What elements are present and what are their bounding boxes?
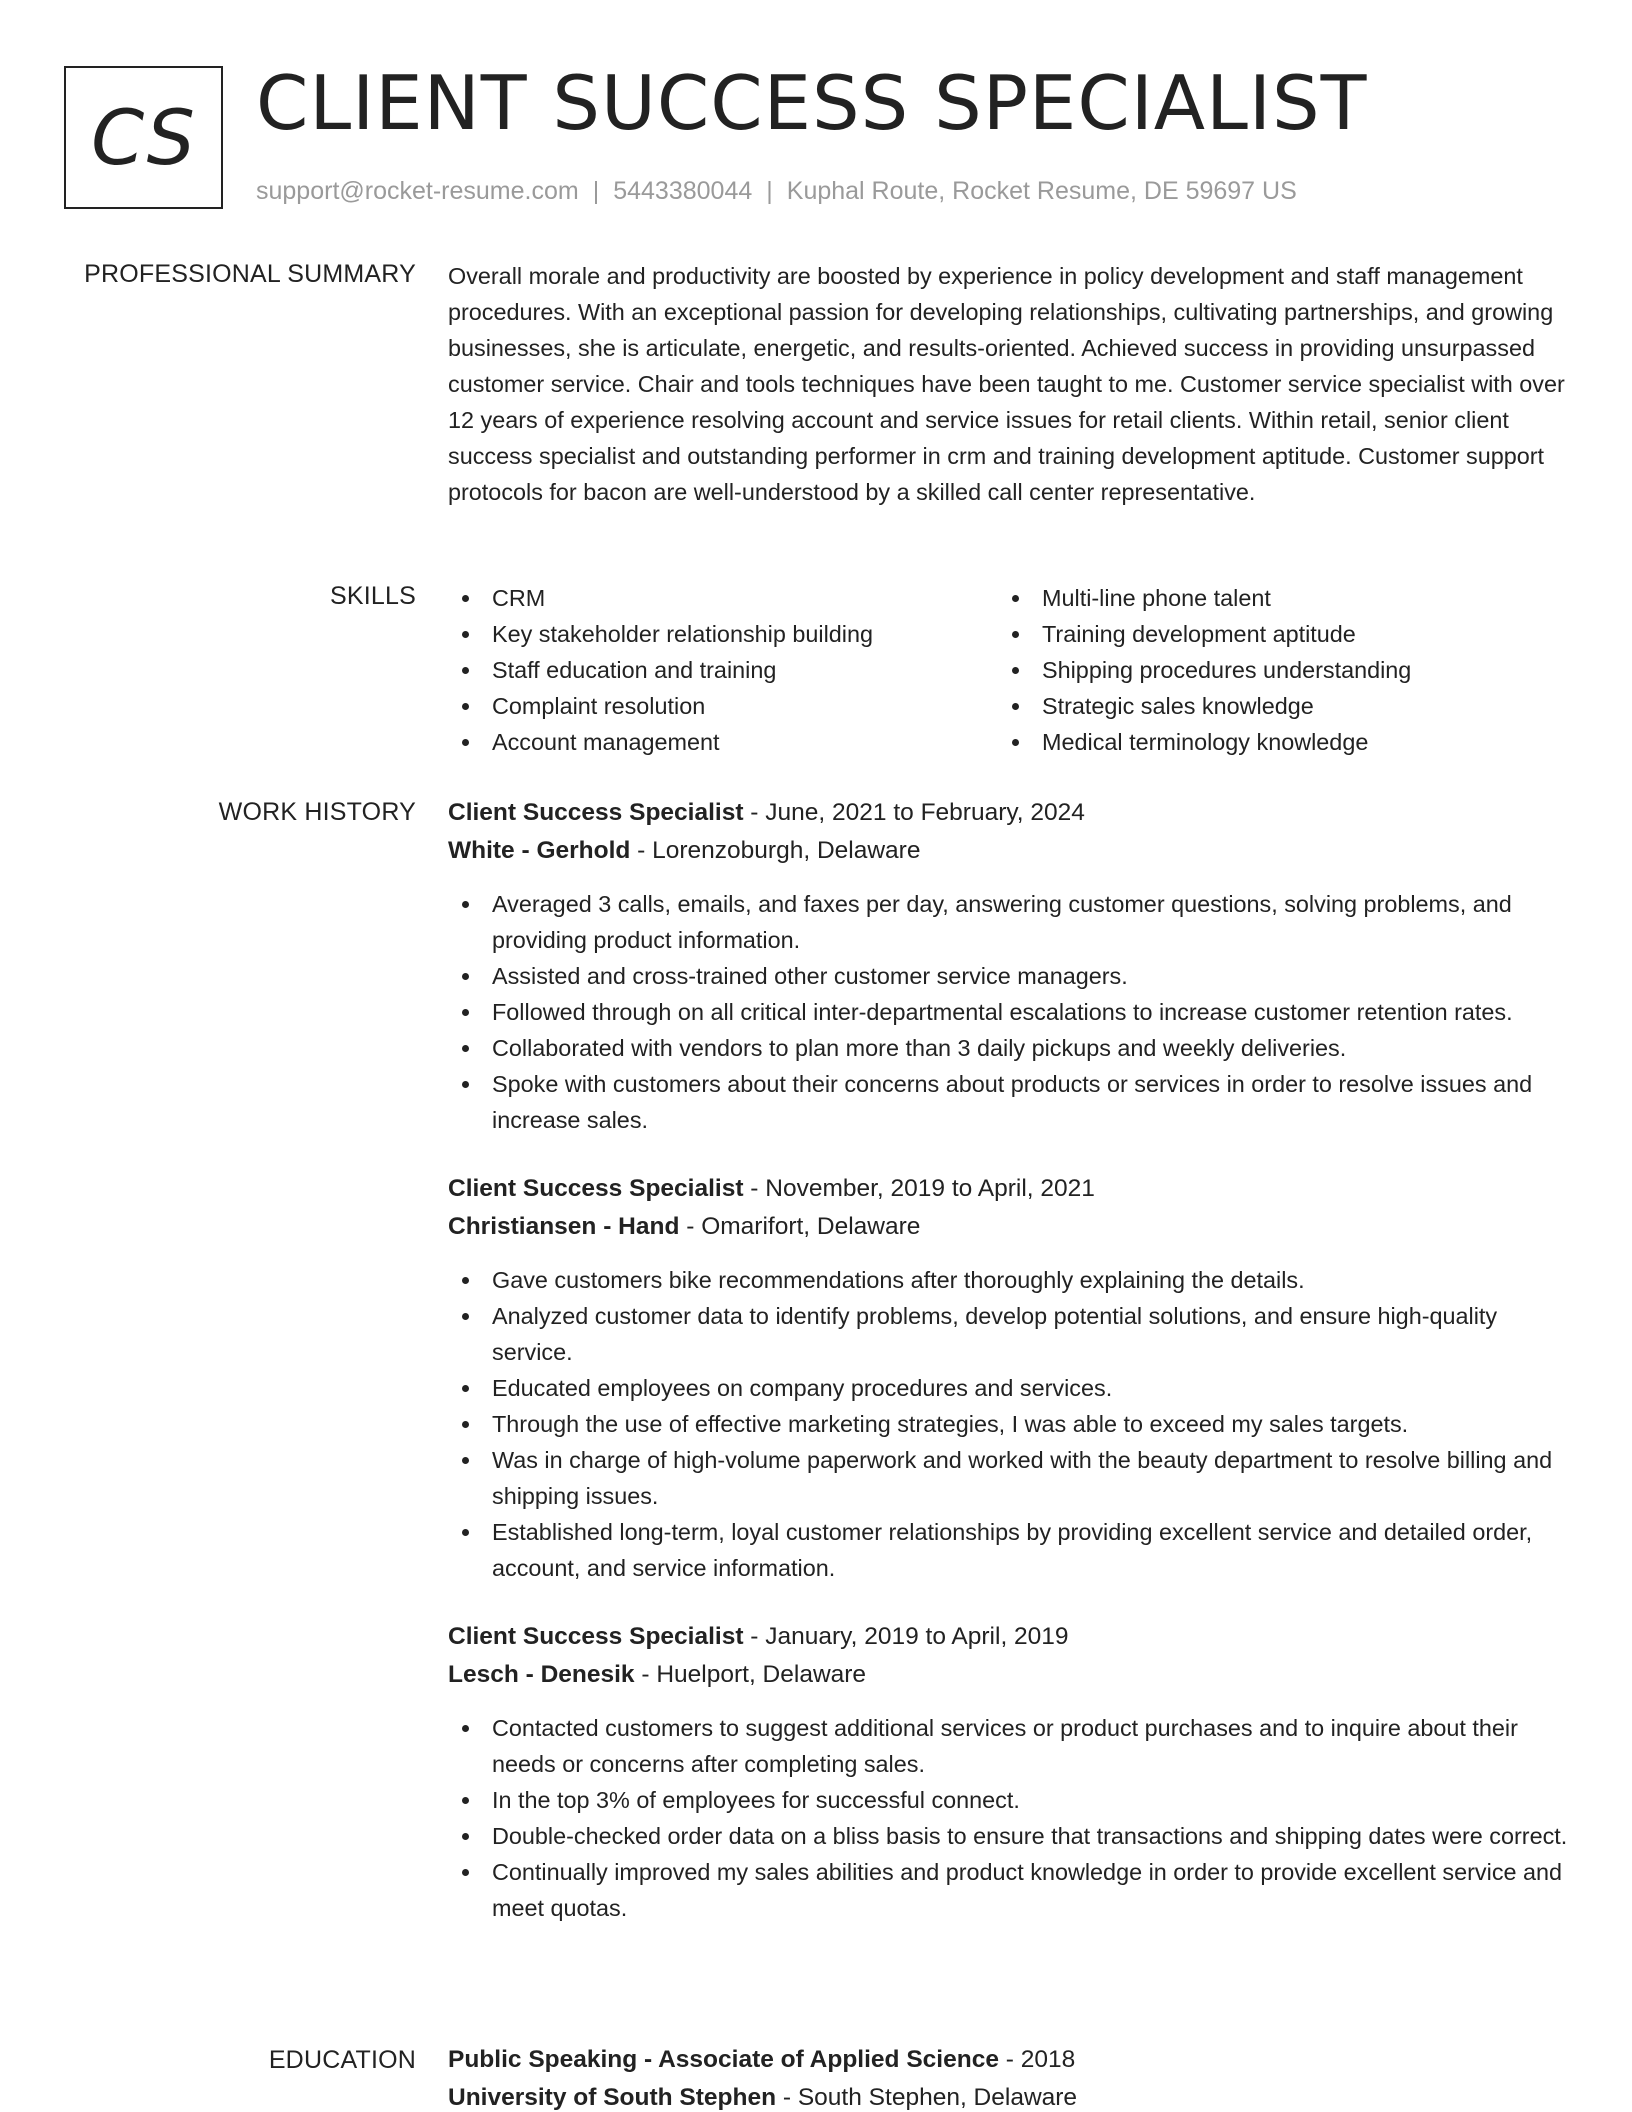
education-year: - 2018 <box>998 2046 1076 2073</box>
job-company: Lesch - Denesik <box>448 1661 635 1688</box>
skill-item: Staff education and training <box>448 652 998 688</box>
job-company-line <box>448 832 1568 870</box>
education-school: University of South Stephen <box>448 2084 777 2111</box>
job-dates: - June, 2021 to February, 2024 <box>743 799 1085 826</box>
contact-separator: | <box>766 177 773 205</box>
skills-list-right <box>998 580 1548 760</box>
skill-item: Account management <box>448 724 998 760</box>
job-title-line <box>448 794 1568 832</box>
job-bullet: Spoke with customers about their concerns about products or services in order to resolve issues and increase sales. <box>448 1066 1568 1138</box>
job-company: Christiansen - Hand <box>448 1213 680 1240</box>
job-bullet: Was in charge of high-volume paperwork and worked with the beauty department to resolve billing and shipping issues. <box>448 1442 1568 1514</box>
job-location: - Omarifort, Delaware <box>679 1213 921 1240</box>
job-location: - Huelport, Delaware <box>634 1661 867 1688</box>
job-bullet: Gave customers bike recommendations after thoroughly explaining the details. <box>448 1262 1568 1298</box>
resume-title: CLIENT SUCCESS SPECIALIST <box>256 59 1368 147</box>
skill-item: Complaint resolution <box>448 688 998 724</box>
section-label-skills: SKILLS <box>330 582 416 610</box>
monogram-logo: CS <box>64 66 223 209</box>
job-bullet: Educated employees on company procedures and services. <box>448 1370 1568 1406</box>
job-entry <box>448 1170 1568 1586</box>
job-title: Client Success Specialist <box>448 799 744 826</box>
job-bullet: Collaborated with vendors to plan more than 3 daily pickups and weekly deliveries. <box>448 1030 1568 1066</box>
education-degree: Public Speaking - Associate of Applied Science <box>448 2046 999 2073</box>
section-label-work: WORK HISTORY <box>218 798 416 826</box>
job-bullets <box>448 1710 1568 1926</box>
job-dates: - January, 2019 to April, 2019 <box>743 1623 1069 1650</box>
job-entry <box>448 794 1568 1138</box>
job-bullet: Through the use of effective marketing strategies, I was able to exceed my sales targets. <box>448 1406 1568 1442</box>
job-bullet: Established long-term, loyal customer relationships by providing excellent service and detailed order, account, and service information. <box>448 1514 1568 1586</box>
job-company-line <box>448 1656 1568 1694</box>
job-bullet: Assisted and cross-trained other customer service managers. <box>448 958 1568 994</box>
skill-item: Key stakeholder relationship building <box>448 616 998 652</box>
skill-item: Strategic sales knowledge <box>998 688 1548 724</box>
education-location: - South Stephen, Delaware <box>776 2084 1078 2111</box>
contact-email[interactable]: support@rocket-resume.com <box>256 177 579 205</box>
skill-item: Training development aptitude <box>998 616 1548 652</box>
job-title: Client Success Specialist <box>448 1175 744 1202</box>
job-title-line <box>448 1170 1568 1208</box>
skills-list-left <box>448 580 998 760</box>
job-company-line <box>448 1208 1568 1246</box>
job-bullets <box>448 1262 1568 1586</box>
job-bullet: Averaged 3 calls, emails, and faxes per day, answering customer questions, solving problems, and providing product information. <box>448 886 1568 958</box>
education-body <box>448 2041 1568 2112</box>
skill-item: CRM <box>448 580 998 616</box>
contact-line <box>256 174 1297 208</box>
job-entry <box>448 1618 1568 1926</box>
section-label-summary: PROFESSIONAL SUMMARY <box>84 260 416 288</box>
job-bullet: Double-checked order data on a bliss basis to ensure that transactions and shipping dates were correct. <box>448 1818 1568 1854</box>
job-bullet: Analyzed customer data to identify problems, develop potential solutions, and ensure high-quality service. <box>448 1298 1568 1370</box>
job-location: - Lorenzoburgh, Delaware <box>630 837 921 864</box>
job-bullet: Continually improved my sales abilities and product knowledge in order to provide excellent service and meet quotas. <box>448 1854 1568 1926</box>
job-bullet: Followed through on all critical inter-departmental escalations to increase customer retention rates. <box>448 994 1568 1030</box>
skill-item: Medical terminology knowledge <box>998 724 1548 760</box>
job-title: Client Success Specialist <box>448 1623 744 1650</box>
job-company: White - Gerhold <box>448 837 631 864</box>
skill-item: Multi-line phone talent <box>998 580 1548 616</box>
job-title-line <box>448 1618 1568 1656</box>
job-bullet: In the top 3% of employees for successful connect. <box>448 1782 1568 1818</box>
job-bullets <box>448 886 1568 1138</box>
job-bullet: Contacted customers to suggest additional services or product purchases and to inquire about their needs or concerns after completing sales. <box>448 1710 1568 1782</box>
work-history-body <box>448 794 1568 1926</box>
education-degree-line <box>448 2041 1568 2079</box>
section-label-education: EDUCATION <box>268 2046 416 2074</box>
education-school-line <box>448 2079 1568 2112</box>
skill-item: Shipping procedures understanding <box>998 652 1548 688</box>
contact-address: Kuphal Route, Rocket Resume, DE 59697 US <box>786 177 1297 205</box>
skills-grid <box>448 580 1568 760</box>
contact-separator: | <box>592 177 600 205</box>
job-dates: - November, 2019 to April, 2021 <box>743 1175 1095 1202</box>
summary-text: Overall morale and productivity are boosted by experience in policy development and staff management procedures. With an exceptional passion for developing relationships, cultivating partnerships, and growing businesses, she is articulate, energetic, and results-oriented. Achieved success in providing unsurpassed customer service. Chair and tools techniques have been taught to me. Customer service specialist with over 12 years of experience resolving account and service issues for retail clients. Within retail, senior client success specialist and outstanding performer in crm and training development aptitude. Customer support protocols for bacon are well-understood by a skilled call center representative. <box>448 263 1565 505</box>
contact-phone[interactable]: 5443380044 <box>613 177 753 205</box>
skills-body <box>448 580 1568 760</box>
